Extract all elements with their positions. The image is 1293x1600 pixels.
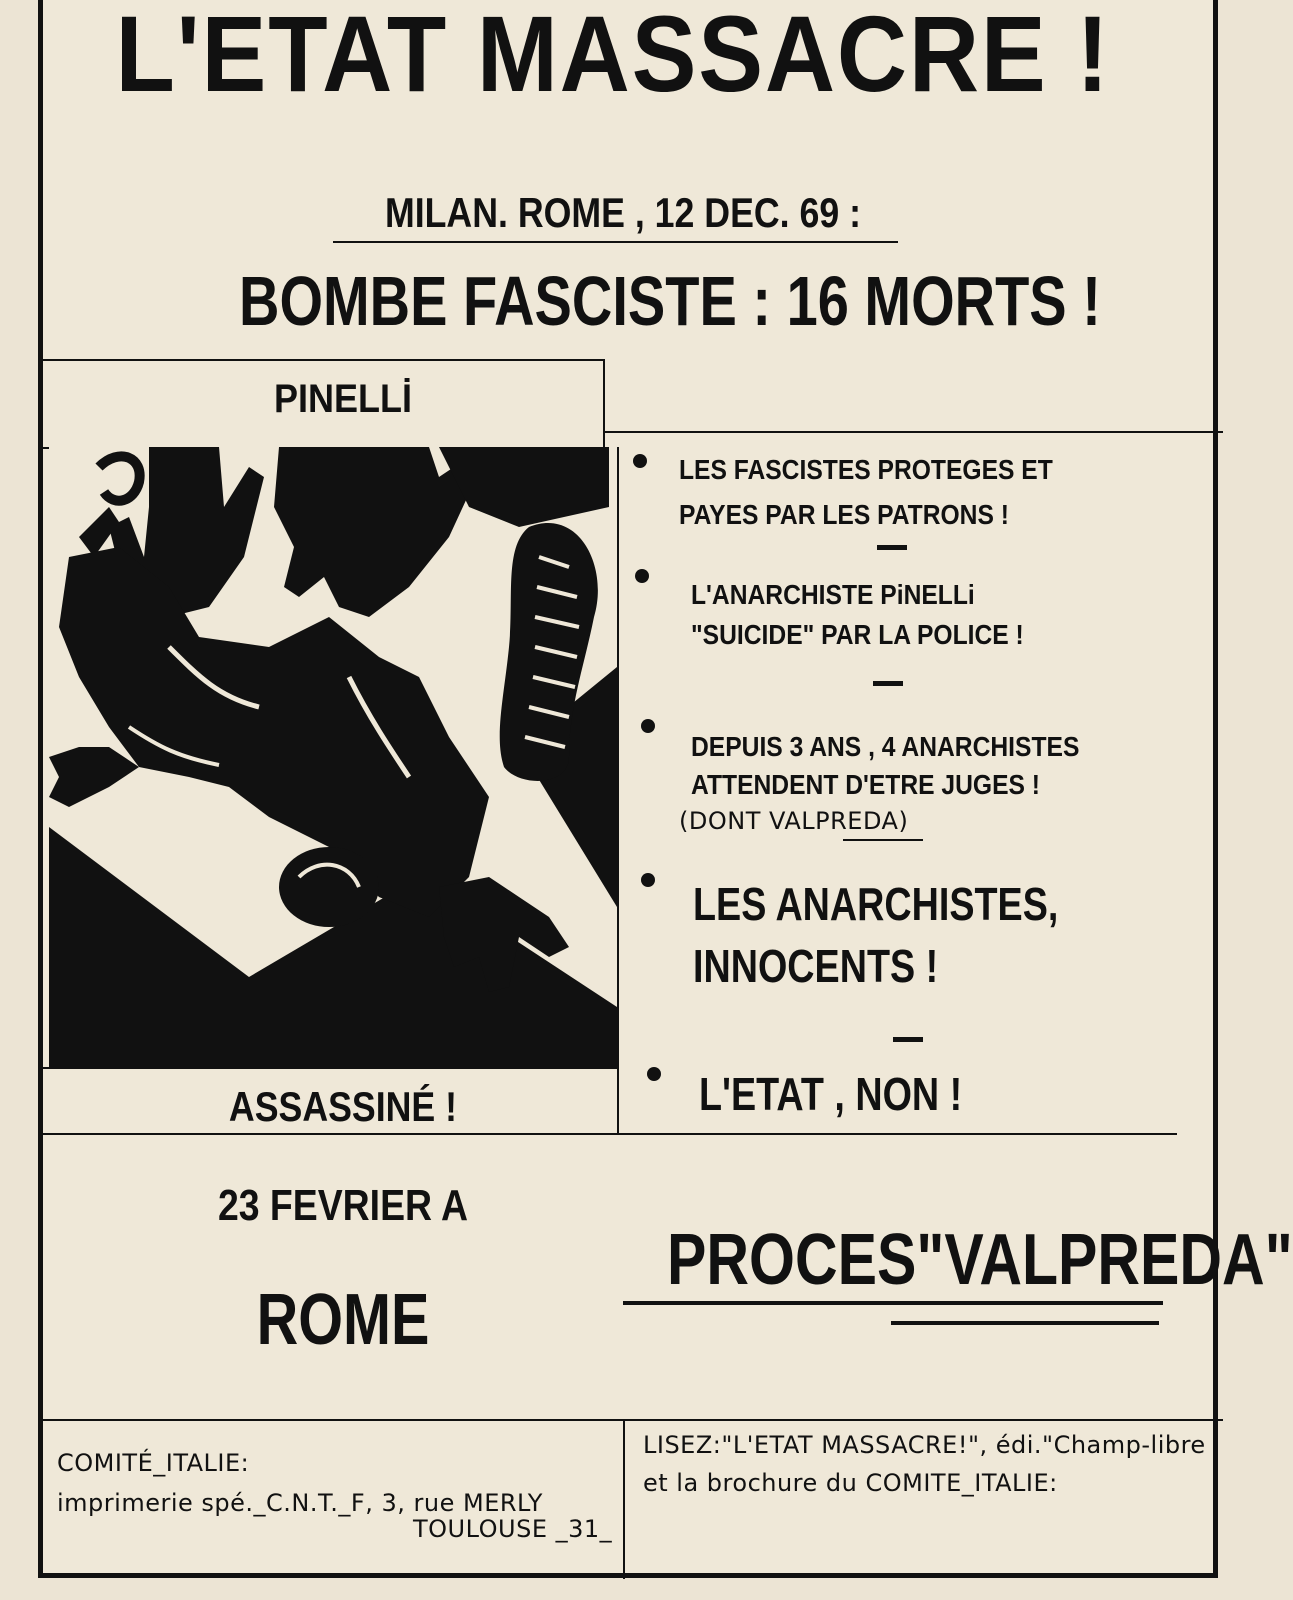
- trial-underline: [623, 1301, 1163, 1305]
- footer-printer: imprimerie spé._C.N.T._F, 3, rue MERLY: [57, 1489, 543, 1517]
- bullet-3-line3: (DONT VALPREDA): [679, 807, 909, 835]
- event-city: ROME: [256, 1280, 430, 1360]
- divider-line: [43, 359, 603, 361]
- caption-assassine: ASSASSINÉ !: [228, 1083, 458, 1130]
- bullet-icon: [647, 1067, 661, 1081]
- dash-separator: [877, 545, 907, 550]
- trial-heading: PROCES"VALPREDA": [667, 1220, 1293, 1300]
- divider-line: [43, 1133, 617, 1135]
- footer-city: TOULOUSE _31_: [413, 1515, 613, 1543]
- divider-line: [617, 447, 619, 1133]
- divider-line: [617, 1133, 1177, 1135]
- divider-line: [623, 1419, 625, 1579]
- divider-line: [43, 1419, 1223, 1421]
- bullet-icon: [641, 873, 655, 887]
- bullet-icon: [633, 454, 647, 468]
- bullet-3-line2: ATTENDENT D'ETRE JUGES !: [691, 769, 1041, 800]
- divider-line: [43, 1067, 617, 1069]
- poster: [38, 0, 1293, 1578]
- bullet-1-line1: LES FASCISTES PROTEGES ET: [679, 454, 1053, 485]
- footer-committee: COMITÉ_ITALIE:: [57, 1449, 250, 1477]
- dash-separator: [893, 1037, 923, 1042]
- bullet-5-line1: L'ETAT , NON !: [699, 1068, 963, 1120]
- event-date: 23 FEVRIER A: [217, 1181, 469, 1230]
- divider-line: [603, 431, 1223, 433]
- bullet-1-line2: PAYES PAR LES PATRONS !: [679, 499, 1009, 530]
- poster-title: L'ETAT MASSACRE !: [115, 0, 1111, 114]
- bullet-icon: [641, 719, 655, 733]
- footer-reading-1: LISEZ:"L'ETAT MASSACRE!", édi."Champ-libre: [643, 1431, 1206, 1459]
- illustration-falling-man: [49, 447, 617, 1067]
- bullet-2-line2: "SUICIDE" PAR LA POLICE !: [691, 619, 1024, 650]
- bullet-2-line1: L'ANARCHISTE PiNELLi: [691, 579, 975, 610]
- trial-underline: [891, 1321, 1159, 1325]
- valpreda-underline: [843, 839, 923, 841]
- subtitle-headline: BOMBE FASCISTE : 16 MORTS !: [239, 262, 1101, 340]
- bullet-icon: [635, 569, 649, 583]
- footer-reading-2: et la brochure du COMITE_ITALIE:: [643, 1469, 1058, 1497]
- bullet-3-line1: DEPUIS 3 ANS , 4 ANARCHISTES: [691, 731, 1080, 762]
- caption-pinelli: PINELLİ: [273, 377, 413, 421]
- illustration-graphic: [49, 447, 617, 1067]
- subtitle-date-line: MILAN. ROME , 12 DEC. 69 :: [384, 189, 862, 236]
- bullet-4-line1: LES ANARCHISTES,: [693, 878, 1059, 930]
- dash-separator: [873, 681, 903, 686]
- divider-line: [603, 359, 605, 449]
- subtitle-underline: [333, 241, 898, 243]
- bullet-4-line2: INNOCENTS !: [693, 940, 939, 992]
